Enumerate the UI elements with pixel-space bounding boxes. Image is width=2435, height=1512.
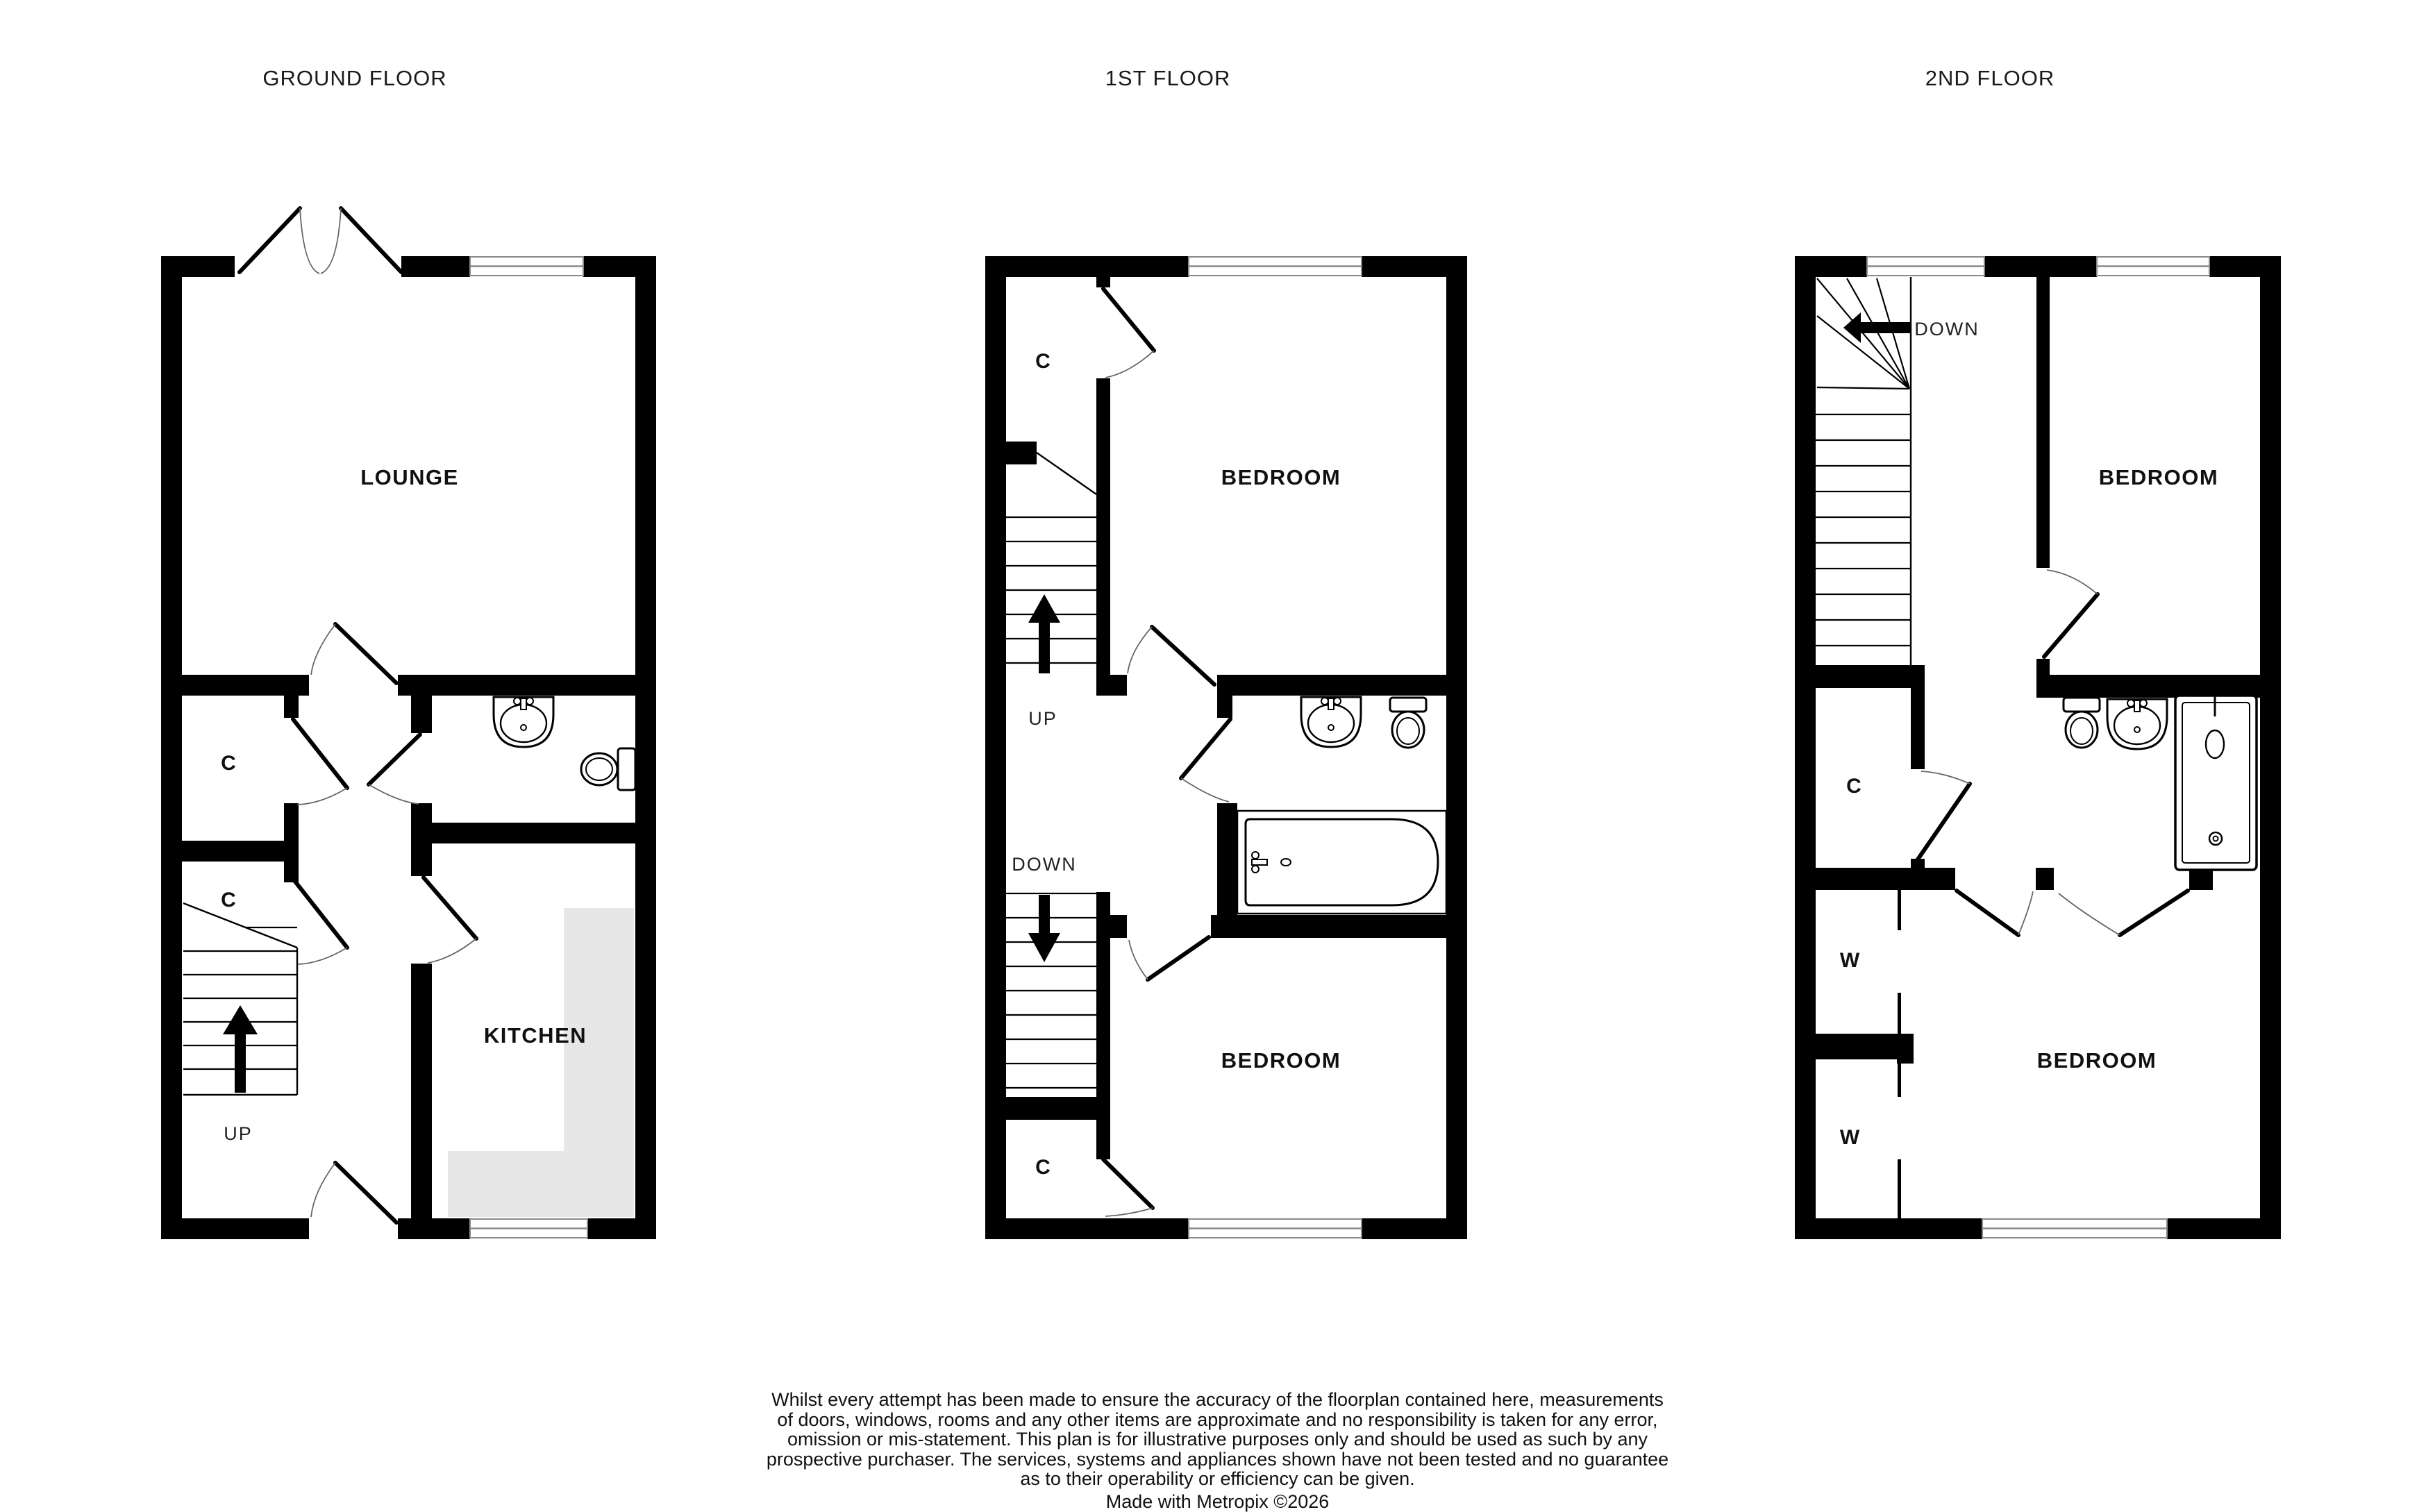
disclaimer-line: omission or mis-statement. This plan is for illustrative purposes only and should be used as such by any	[787, 1429, 1648, 1450]
sink-icon	[1301, 697, 1361, 747]
down-arrow-icon	[1028, 895, 1060, 962]
stairs-icon	[1816, 277, 1911, 665]
room-label-wardrobe2: W	[1839, 1126, 1860, 1149]
floor-plan-second	[1788, 250, 2302, 1250]
floor-title-first: 1ST FLOOR	[1105, 66, 1231, 90]
room-label-bedroom-front: BEDROOM	[2098, 465, 2219, 489]
window	[470, 1219, 587, 1238]
room-label-wardrobe1: W	[1839, 949, 1860, 972]
floor-title-second: 2ND FLOOR	[1925, 66, 2055, 90]
up-arrow-icon	[1028, 594, 1060, 673]
closet-door	[1103, 289, 1154, 378]
room-label-closet: C	[1846, 775, 1861, 798]
window	[1867, 257, 1984, 276]
stairs-up-label: UP	[224, 1123, 253, 1144]
disclaimer-line: Whilst every attempt has been made to ensure the accuracy of the floorplan contained here, measurements	[771, 1389, 1664, 1410]
french-doors	[240, 208, 401, 274]
floor-title-ground: GROUND FLOOR	[262, 66, 447, 90]
floor-plan-ground	[153, 250, 667, 1250]
kitchen-door	[424, 877, 476, 963]
toilet-icon	[581, 748, 635, 790]
room-label-closet2: C	[221, 889, 236, 912]
wc-door	[369, 734, 420, 804]
closet1-door	[293, 719, 347, 805]
stairs-down-label: DOWN	[1012, 854, 1077, 875]
bathroom-door	[2059, 891, 2188, 935]
sink-icon	[2107, 699, 2167, 749]
walls	[985, 256, 1467, 1239]
disclaimer	[655, 1390, 1780, 1511]
room-label-closet-top: C	[1035, 350, 1051, 373]
bedroom-back-door	[1129, 937, 1209, 980]
kitchen-counter	[448, 908, 634, 1217]
shower-icon	[2175, 696, 2257, 870]
stairs-icon	[1006, 453, 1096, 663]
room-label-closet-bottom: C	[1035, 1156, 1051, 1179]
lounge-door	[311, 624, 396, 683]
bath-icon	[1237, 811, 1446, 914]
up-arrow-icon	[223, 1005, 258, 1093]
disclaimer-line: as to their operability or efficiency can be given.	[1020, 1468, 1415, 1489]
stairs-up-label: UP	[1028, 708, 1057, 729]
window	[2097, 257, 2209, 276]
entry-door	[311, 1163, 396, 1223]
sink-icon	[494, 697, 553, 747]
stairs-icon	[1006, 893, 1096, 1088]
window	[1189, 1219, 1362, 1238]
toilet-icon	[1390, 698, 1426, 748]
closet2-door	[293, 879, 347, 964]
down-arrow-icon	[1843, 312, 1911, 343]
bathroom-door	[1181, 719, 1230, 802]
room-label-kitchen: KITCHEN	[483, 1023, 587, 1048]
room-label-bedroom-front: BEDROOM	[1221, 465, 1341, 489]
room-label-closet1: C	[221, 752, 236, 775]
bedroom-front-door	[1128, 627, 1214, 684]
bedroom-back-door	[1957, 891, 2033, 935]
room-label-bedroom-back: BEDROOM	[1221, 1048, 1341, 1073]
window	[470, 257, 583, 276]
closet-door	[1918, 771, 1970, 859]
window	[1189, 257, 1362, 276]
bedroom-front-door	[2044, 570, 2098, 657]
closet-bottom-door	[1103, 1159, 1153, 1216]
room-label-bedroom-back: BEDROOM	[2036, 1048, 2157, 1073]
stairs-down-label: DOWN	[1914, 319, 1980, 339]
room-label-lounge: LOUNGE	[360, 465, 459, 489]
toilet-icon	[2064, 698, 2100, 748]
disclaimer-line: of doors, windows, rooms and any other items are approximate and no responsibility is taken for any error,	[777, 1409, 1658, 1430]
floor-plan-first	[976, 250, 1489, 1250]
window	[1982, 1219, 2167, 1238]
metropix-credit: Made with Metropix ©2026	[1105, 1490, 1330, 1512]
disclaimer-line: prospective purchaser. The services, systems and appliances shown have not been tested and no guarantee	[766, 1448, 1669, 1470]
